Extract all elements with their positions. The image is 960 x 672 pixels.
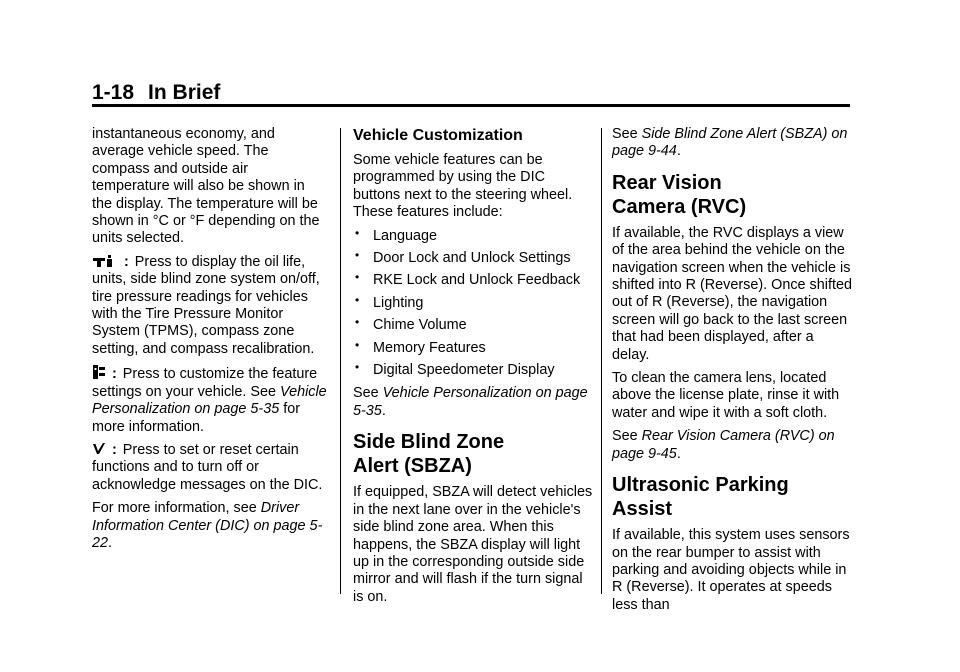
bullet-icon: • bbox=[355, 315, 360, 330]
see-after: . bbox=[381, 402, 386, 419]
list-item-label: Memory Features bbox=[373, 339, 486, 356]
column-divider bbox=[340, 128, 341, 594]
cross-reference: Side Blind Zone Alert (SBZA) on page 9-44 bbox=[612, 126, 848, 160]
cross-reference: Driver Information Center (DIC) on page 5-22 bbox=[92, 500, 323, 551]
vehicle-info-paragraph bbox=[92, 254, 328, 358]
feature-list bbox=[353, 225, 593, 380]
list-item-label: Lighting bbox=[373, 294, 424, 311]
see-label: See bbox=[612, 126, 638, 142]
list-item bbox=[353, 272, 593, 289]
column-1 bbox=[92, 126, 328, 558]
bullet-icon: • bbox=[355, 337, 360, 352]
column-3 bbox=[612, 126, 852, 620]
customization-after: for more information. bbox=[92, 401, 301, 435]
checkmark-icon bbox=[92, 442, 106, 456]
column-divider bbox=[601, 128, 602, 594]
see-reference bbox=[612, 126, 852, 161]
upa-paragraph: If available, this system uses sensors on the rear bumper to assist with parking and avoiding objects while in R (Reverse). It operates at speeds less than bbox=[612, 527, 850, 613]
list-item bbox=[353, 317, 593, 334]
cross-reference: Rear Vision Camera (RVC) on page 9-45 bbox=[612, 428, 835, 462]
section-heading: Ultrasonic Parking Assist bbox=[612, 474, 789, 521]
more-info-text: For more information, see bbox=[92, 500, 257, 517]
section-heading bbox=[353, 430, 593, 478]
bullet-icon: • bbox=[355, 292, 360, 307]
list-item bbox=[353, 337, 593, 357]
set-reset-text: Press to set or reset certain functions and to turn off or acknowledge messages on the DIC. bbox=[92, 441, 323, 493]
section-heading bbox=[612, 171, 852, 219]
customization-paragraph bbox=[92, 364, 328, 436]
customization-icon bbox=[92, 364, 106, 380]
see-label: See bbox=[353, 385, 379, 402]
header-rule bbox=[92, 104, 850, 107]
page-number: 1-18 bbox=[92, 81, 135, 104]
see-label: See bbox=[612, 428, 638, 445]
list-item bbox=[353, 225, 593, 245]
customization-text: Press to customize the feature settings on your vehicle. See bbox=[92, 366, 318, 400]
bullet-icon: • bbox=[355, 225, 360, 240]
label-colon: : bbox=[112, 441, 117, 458]
column-2 bbox=[353, 126, 593, 612]
list-item bbox=[353, 292, 593, 312]
heading-line: Side Blind Zone bbox=[353, 431, 505, 454]
cross-reference: Vehicle Personalization on page 5-35 bbox=[92, 383, 327, 418]
list-item-label: RKE Lock and Unlock Feedback bbox=[373, 272, 581, 289]
see-reference bbox=[353, 385, 593, 420]
list-item-label: Language bbox=[373, 227, 438, 244]
section-heading: Vehicle Customization bbox=[353, 127, 523, 144]
sbza-paragraph: If equipped, SBZA will detect vehicles in the next lane over in the vehicle's side blind zone area. When this happens, the SBZA display will light up in the corresponding outside side mirror and will flash if the turn signal is on. bbox=[353, 484, 593, 605]
bullet-icon: • bbox=[355, 360, 360, 375]
heading-line: Alert (SBZA) bbox=[353, 455, 472, 478]
see-after: . bbox=[676, 445, 681, 462]
heading-line: Rear Vision bbox=[612, 171, 722, 194]
bullet-icon: • bbox=[355, 248, 360, 263]
section-title: In Brief bbox=[148, 81, 221, 104]
set-reset-paragraph bbox=[92, 442, 328, 494]
car-info-icon bbox=[92, 254, 118, 268]
list-item bbox=[353, 362, 593, 379]
list-item bbox=[353, 250, 593, 267]
list-item-label: Door Lock and Unlock Settings bbox=[373, 250, 571, 267]
label-colon: : bbox=[112, 366, 117, 383]
intro-paragraph: instantaneous economy, and average vehicle speed. The compass and outside air temperature will also be shown in the display. The temperature will be shown in °C or °F depending on the units selected. bbox=[92, 126, 320, 247]
rvc-paragraph: If available, the RVC displays a view of the area behind the vehicle on the navigation screen when the vehicle is shifted into R (Reverse). Once shifted out of R (Reverse), the navigation screen will go back to the last screen that had been displayed, after a delay. bbox=[612, 224, 852, 363]
list-item-label: Digital Speedometer Display bbox=[373, 362, 555, 379]
cross-reference: Vehicle Personalization on page 5-35 bbox=[353, 385, 588, 419]
rvc-cleaning-paragraph: To clean the camera lens, located above the license plate, rinse it with water and wipe it with a soft cloth. bbox=[612, 370, 840, 421]
header-text bbox=[92, 80, 850, 106]
more-info-after: . bbox=[108, 534, 113, 551]
see-reference bbox=[612, 428, 852, 463]
label-colon: : bbox=[124, 253, 129, 270]
customization-intro: Some vehicle features can be programmed by using the DIC buttons next to the steering wheel. These features include: bbox=[353, 152, 573, 221]
vehicle-info-text: Press to display the oil life, units, side blind zone system on/off, tire pressure readings for vehicles with the Tire Pressure Monitor System (TPMS), compass zone setting, and compass recalibration. bbox=[92, 253, 320, 357]
list-item-label: Chime Volume bbox=[373, 317, 467, 334]
bullet-icon: • bbox=[355, 270, 360, 285]
more-info-paragraph bbox=[92, 500, 328, 552]
page-header bbox=[92, 80, 850, 106]
see-after: . bbox=[676, 143, 681, 160]
heading-line: Camera (RVC) bbox=[612, 195, 747, 218]
